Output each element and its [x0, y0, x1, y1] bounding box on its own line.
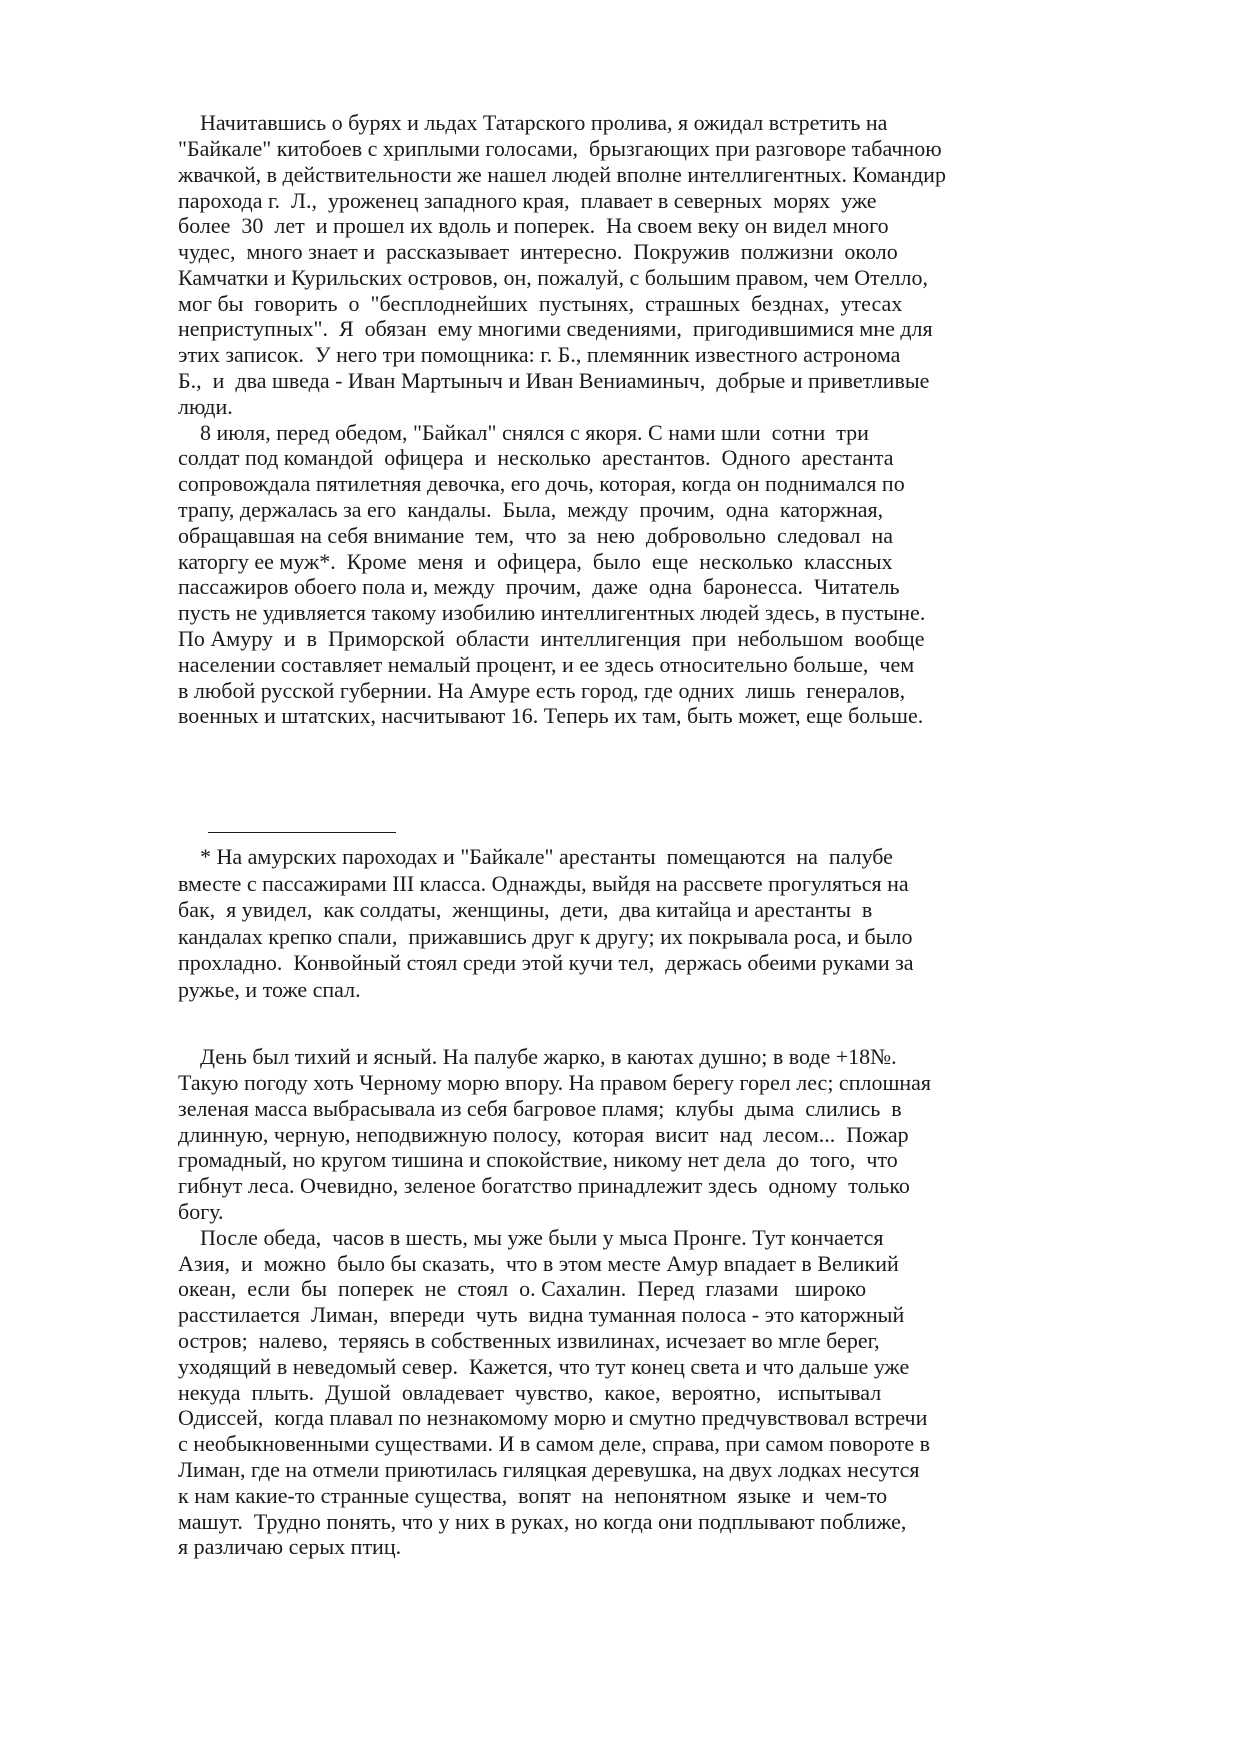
text-line: длинную, черную, неподвижную полосу, которая висит над лесом... Пожар — [178, 1122, 909, 1147]
text-line: парохода г. Л., уроженец западного края, плавает в северных морях уже — [178, 188, 877, 213]
text-line: После обеда, часов в шесть, мы уже были у мыса Пронге. Тут кончается — [178, 1225, 884, 1250]
text-line: с необыкновенными существами. И в самом деле, справа, при самом повороте в — [178, 1431, 931, 1456]
text-line: 8 июля, перед обедом, "Байкал" снялся с якоря. С нами шли сотни три — [178, 420, 869, 445]
text-line: в любой русской губернии. На Амуре есть город, где одних лишь генералов, — [178, 678, 906, 703]
text-line: Начитавшись о бурях и льдах Татарского пролива, я ожидал встретить на — [178, 110, 888, 135]
text-line: Одиссей, когда плавал по незнакомому морю и смутно предчувствовал встречи — [178, 1405, 928, 1430]
text-line: По Амуру и в Приморской области интеллигенция при небольшом вообще — [178, 626, 925, 651]
text-line: расстилается Лиман, впереди чуть видна туманная полоса - это каторжный — [178, 1302, 905, 1327]
text-line: солдат под командой офицера и несколько арестантов. Одного арестанта — [178, 445, 894, 470]
footnote-line: ружье, и тоже спал. — [178, 977, 361, 1002]
text-line: Азия, и можно было бы сказать, что в этом месте Амур впадает в Великий — [178, 1251, 899, 1276]
text-line: пусть не удивляется такому изобилию интеллигентных людей здесь, в пустыне. — [178, 600, 926, 625]
text-line: более 30 лет и прошел их вдоль и поперек. На своем веку он видел много — [178, 213, 889, 238]
text-line: День был тихий и ясный. На палубе жарко, в каютах душно; в воде +18№. — [178, 1044, 897, 1069]
text-line: неприступных". Я обязан ему многими сведениями, пригодившимися мне для — [178, 316, 933, 341]
text-line: пассажиров обоего пола и, между прочим, даже одна баронесса. Читатель — [178, 574, 900, 599]
text-line: Лиман, где на отмели приютилась гиляцкая деревушка, на двух лодках несутся — [178, 1457, 920, 1482]
text-line: я различаю серых птиц. — [178, 1534, 402, 1559]
text-line: машут. Трудно понять, что у них в руках, но когда они подплывают поближе, — [178, 1509, 907, 1534]
text-line: океан, если бы поперек не стоял о. Сахалин. Перед глазами широко — [178, 1276, 867, 1301]
text-line: остров; налево, теряясь в собственных извилинах, исчезает во мгле берег, — [178, 1328, 880, 1353]
text-line: зеленая масса выбрасывала из себя багровое пламя; клубы дыма слились в — [178, 1096, 902, 1121]
footnote-line: прохладно. Конвойный стоял среди этой кучи тел, держась обеими руками за — [178, 950, 914, 975]
text-line: к нам какие-то странные существа, вопят на непонятном языке и чем-то — [178, 1483, 888, 1508]
text-line: обращавшая на себя внимание тем, что за нею добровольно следовал на — [178, 523, 893, 548]
text-line: сопровождала пятилетняя девочка, его дочь, которая, когда он поднимался по — [178, 471, 905, 496]
text-line: мог бы говорить о "бесплоднейших пустынях, страшных безднах, утесах — [178, 291, 903, 316]
text-line: уходящий в неведомый север. Кажется, что тут конец света и что дальше уже — [178, 1354, 910, 1379]
footnote-separator — [208, 832, 396, 833]
text-line: каторгу ее муж*. Кроме меня и офицера, было еще несколько классных — [178, 549, 893, 574]
text-line: жвачкой, в действительности же нашел людей вполне интеллигентных. Командир — [178, 162, 946, 187]
text-line: этих записок. У него три помощника: г. Б., племянник известного астронома — [178, 342, 901, 367]
text-line: богу. — [178, 1199, 224, 1224]
text-line: громадный, но кругом тишина и спокойствие, никому нет дела до того, что — [178, 1147, 898, 1172]
footnote-line: бак, я увидел, как солдаты, женщины, дети, два китайца и арестанты в — [178, 897, 873, 922]
text-line: военных и штатских, насчитывают 16. Теперь их там, быть может, еще больше. — [178, 703, 924, 728]
text-line: Камчатки и Курильских островов, он, пожалуй, с большим правом, чем Отелло, — [178, 265, 929, 290]
text-line: Такую погоду хоть Черному морю впору. На правом берегу горел лес; сплошная — [178, 1070, 932, 1095]
text-line: люди. — [178, 394, 233, 419]
footnote-line: * На амурских пароходах и "Байкале" арестанты помещаются на палубе — [178, 844, 893, 869]
text-line: трапу, держалась за его кандалы. Была, между прочим, одна каторжная, — [178, 497, 884, 522]
footnote-line: кандалах крепко спали, прижавшись друг к другу; их покрывала роса, и было — [178, 924, 913, 949]
text-line: Б., и два шведа - Иван Мартыныч и Иван Вениаминыч, добрые и приветливые — [178, 368, 930, 393]
text-line: гибнут леса. Очевидно, зеленое богатство принадлежит здесь одному только — [178, 1173, 910, 1198]
text-line: некуда плыть. Душой овладевает чувство, какое, вероятно, испытывал — [178, 1380, 882, 1405]
text-line: "Байкале" китобоев с хриплыми голосами, брызгающих при разговоре табачною — [178, 136, 942, 161]
text-line: чудес, много знает и рассказывает интересно. Покружив полжизни около — [178, 239, 898, 264]
text-line: населении составляет немалый процент, и ее здесь относительно больше, чем — [178, 652, 915, 677]
footnote-line: вместе с пассажирами III класса. Однажды, выйдя на рассвете прогуляться на — [178, 871, 909, 896]
